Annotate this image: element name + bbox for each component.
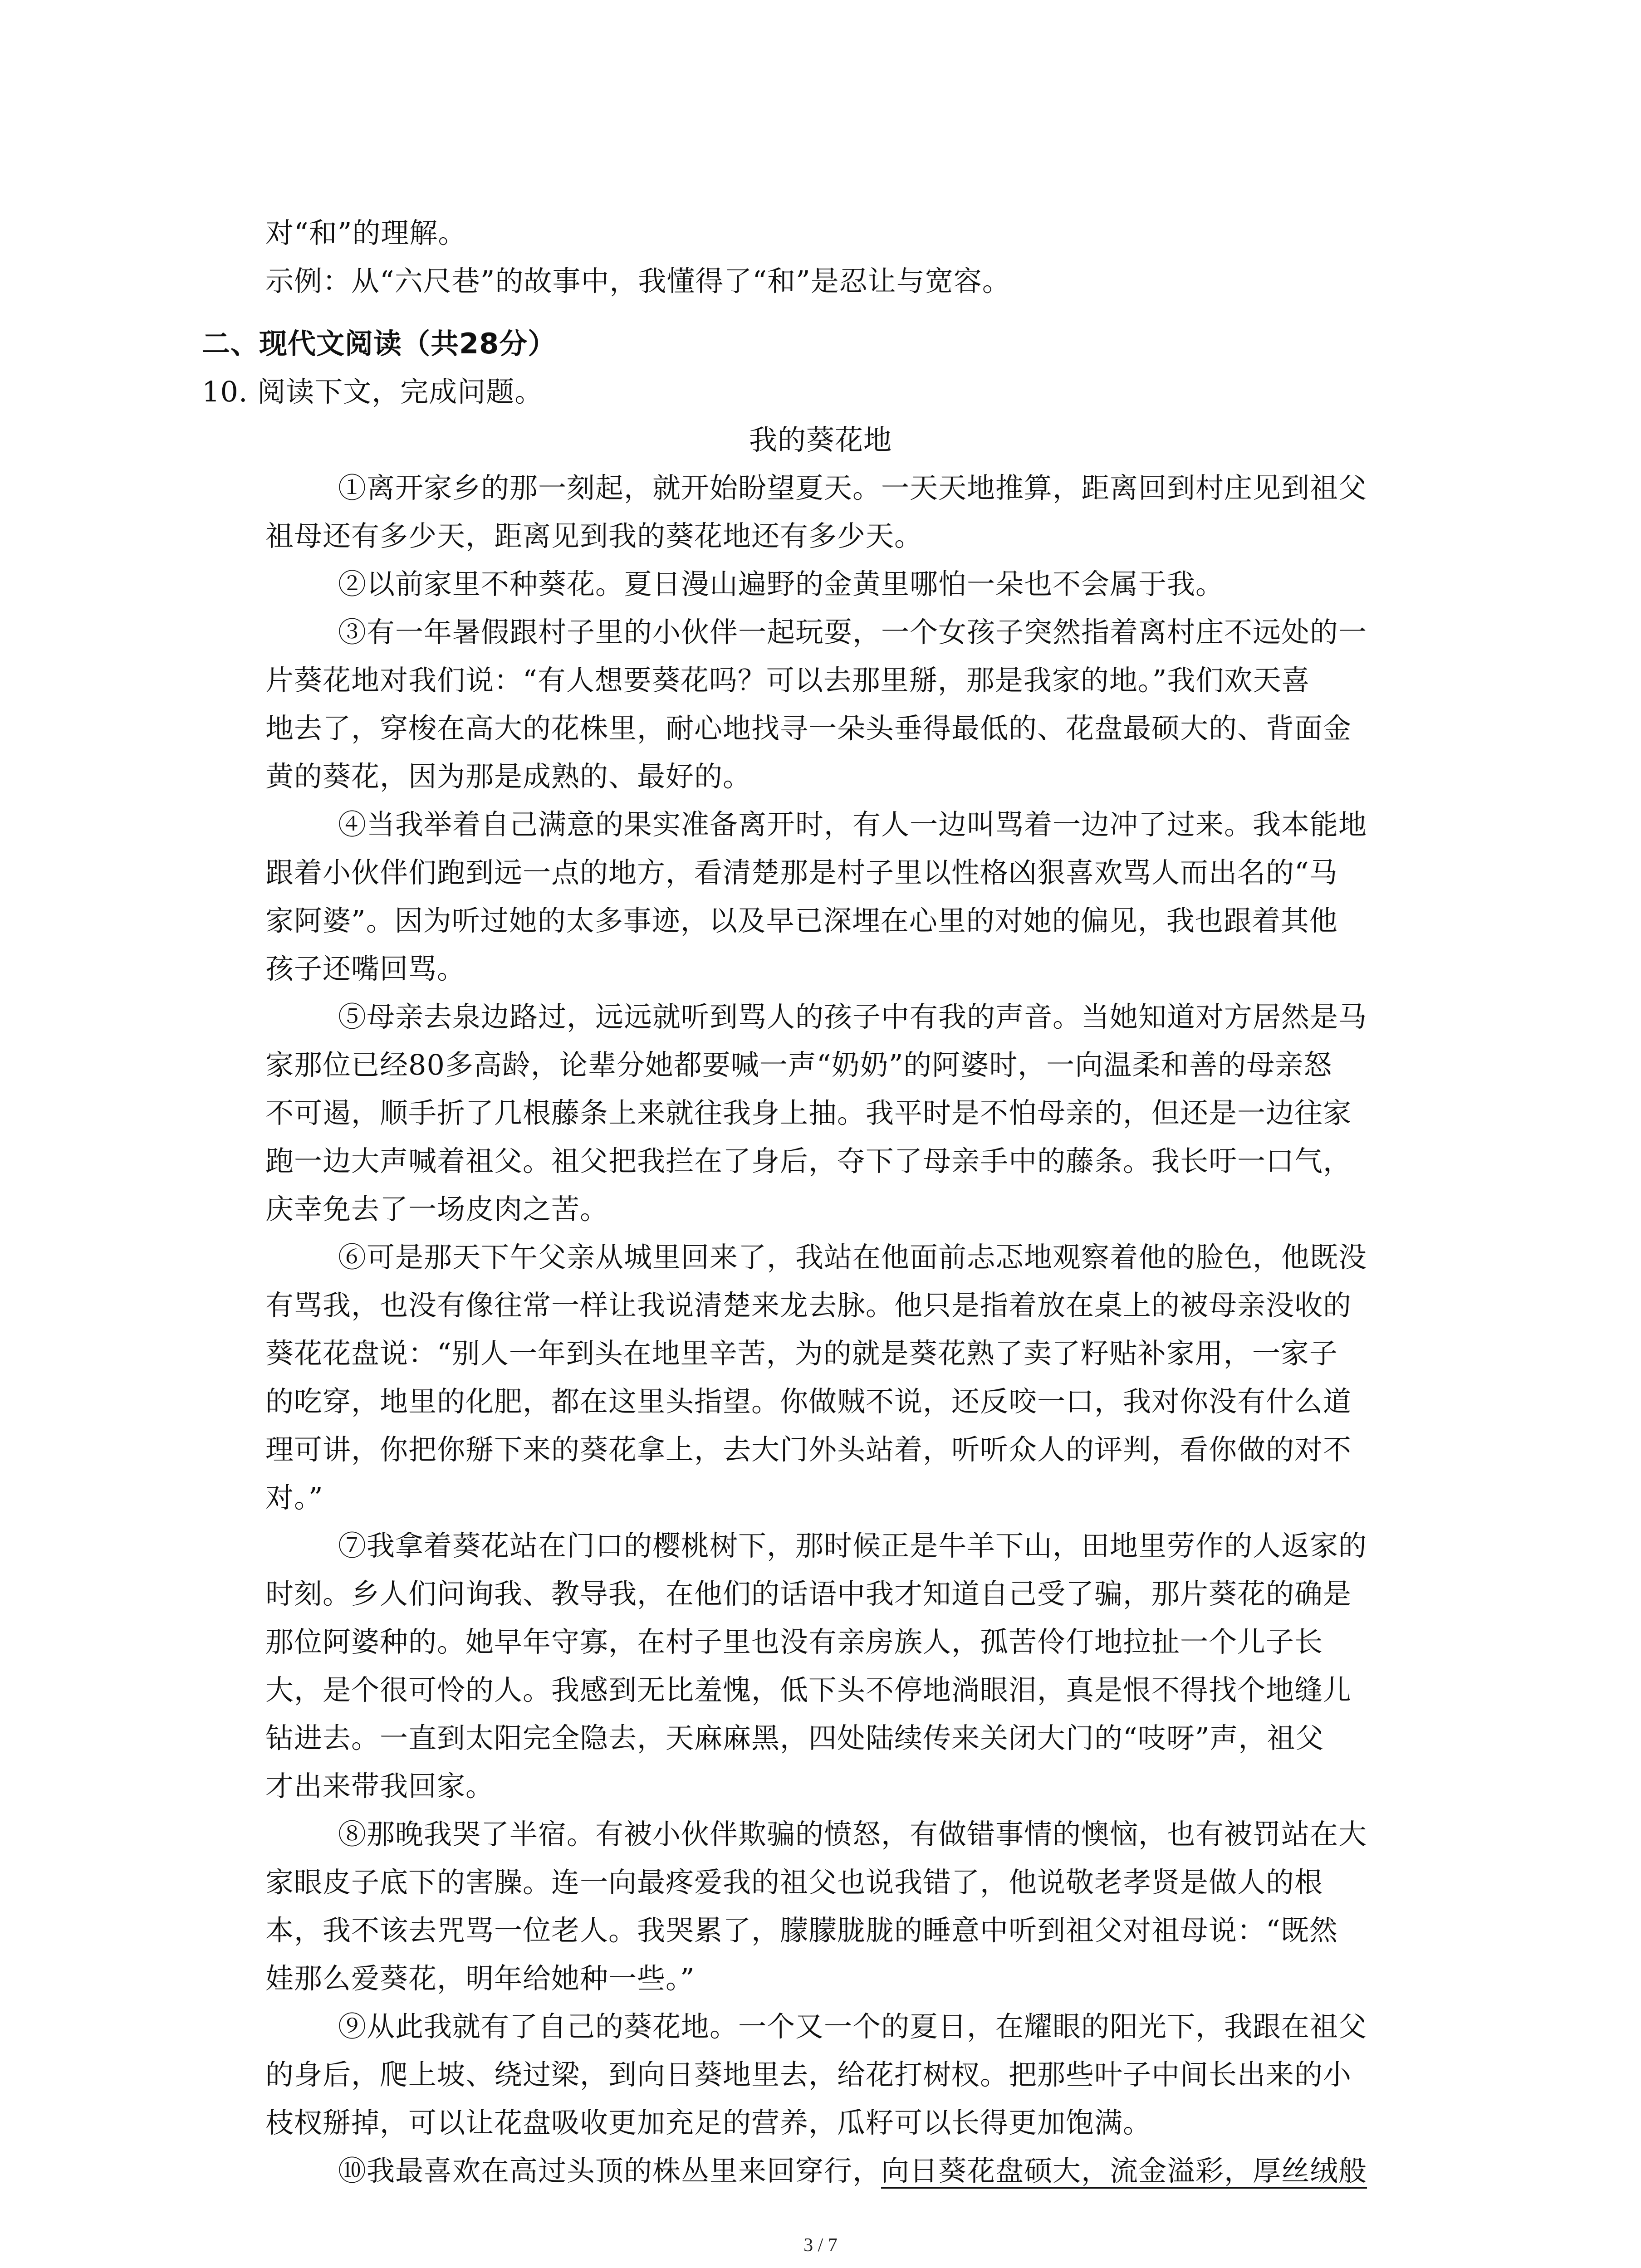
paragraph-1-line-2: 祖母还有多少天，距离见到我的葵花地还有多少天。 <box>265 519 923 552</box>
paragraph-2-line-1: ②以前家里不种葵花。夏日漫山遍野的金黄里哪怕一朵也不会属于我。 <box>338 567 1225 601</box>
paragraph-7-line-6: 才出来带我回家。 <box>265 1769 495 1803</box>
paragraph-9-line-1: ⑨从此我就有了自己的葵花地。一个又一个的夏日，在耀眼的阳光下，我跟在祖父 <box>338 2010 1367 2043</box>
paragraph-9-line-3: 枝杈掰掉，可以让花盘吸收更加充足的营养，瓜籽可以长得更加饱满。 <box>265 2106 1152 2139</box>
paragraph-7-line-4: 大，是个很可怜的人。我感到无比羞愧，低下头不停地淌眼泪，真是恨不得找个地缝儿 <box>265 1673 1352 1706</box>
paragraph-4-line-1: ④当我举着自己满意的果实准备离开时，有人一边叫骂着一边冲了过来。我本能地 <box>338 808 1367 841</box>
paragraph-4-line-3: 家阿婆”。因为听过她的太多事迹，以及早已深埋在心里的对她的偏见，我也跟着其他 <box>265 904 1338 937</box>
paragraph-10-text: ⑩我最喜欢在高过头顶的株丛里来回穿行， <box>338 2154 882 2187</box>
paragraph-3-line-4: 黄的葵花，因为那是成熟的、最好的。 <box>265 760 752 793</box>
paragraph-3-line-3: 地去了，穿梭在高大的花株里，耐心地找寻一朵头垂得最低的、花盘最硕大的、背面金 <box>265 712 1352 745</box>
paragraph-3-line-1: ③有一年暑假跟村子里的小伙伴一起玩耍，一个女孩子突然指着离村庄不远处的一 <box>338 616 1367 649</box>
question-prompt: 10. 阅读下文，完成问题。 <box>202 375 544 408</box>
paragraph-4-line-2: 跟着小伙伴们跑到远一点的地方，看清楚那是村子里以性格凶狠喜欢骂人而出名的“马 <box>265 856 1338 889</box>
paragraph-6-line-5: 理可讲，你把你掰下来的葵花拿上，去大门外头站着，听听众人的评判，看你做的对不 <box>265 1433 1352 1466</box>
paragraph-8-line-3: 本，我不该去咒骂一位老人。我哭累了，朦朦胧胧的睡意中听到祖父对祖母说：“既然 <box>265 1914 1338 1947</box>
paragraph-10-line-1 <box>338 2153 1367 2189</box>
paragraph-7-line-5: 钻进去。一直到太阳完全隐去，天麻麻黑，四处陆续传来关闭大门的“吱呀”声，祖父 <box>265 1721 1324 1755</box>
paragraph-5-line-3: 不可遏，顺手折了几根藤条上来就往我身上抽。我平时是不怕母亲的，但还是一边往家 <box>265 1096 1352 1129</box>
paragraph-8-line-4: 娃那么爱葵花，明年给她种一些。” <box>265 1962 695 1995</box>
paragraph-6-line-3: 葵花花盘说：“别人一年到头在地里辛苦，为的就是葵花熟了卖了籽贴补家用，一家子 <box>265 1337 1338 1370</box>
paragraph-3-line-2: 片葵花地对我们说：“有人想要葵花吗？可以去那里掰，那是我家的地。”我们欢天喜 <box>265 664 1310 697</box>
paragraph-5-line-5: 庆幸免去了一场皮肉之苦。 <box>265 1193 609 1226</box>
paragraph-6-line-6: 对。” <box>265 1481 323 1514</box>
article-title: 我的葵花地 <box>749 423 892 456</box>
section-heading: 二、现代文阅读（共28分） <box>202 327 557 360</box>
paragraph-8-line-1: ⑧那晚我哭了半宿。有被小伙伴欺骗的愤怒，有做错事情的懊恼，也有被罚站在大 <box>338 1818 1367 1851</box>
page-number: 3 / 7 <box>803 2235 838 2256</box>
paragraph-7-line-1: ⑦我拿着葵花站在门口的樱桃树下，那时候正是牛羊下山，田地里劳作的人返家的 <box>338 1529 1367 1562</box>
paragraph-5-line-1: ⑤母亲去泉边路过，远远就听到骂人的孩子中有我的声音。当她知道对方居然是马 <box>338 1000 1367 1033</box>
paragraph-4-line-4: 孩子还嘴回骂。 <box>265 952 466 985</box>
paragraph-1-line-1: ①离开家乡的那一刻起，就开始盼望夏天。一天天地推算，距离回到村庄见到祖父 <box>338 471 1367 504</box>
paragraph-7-line-3: 那位阿婆种的。她早年守寡，在村子里也没有亲房族人，孤苦伶仃地拉扯一个儿子长 <box>265 1625 1323 1658</box>
paragraph-6-line-4: 的吃穿，地里的化肥，都在这里头指望。你做贼不说，还反咬一口，我对你没有什么道 <box>265 1385 1352 1418</box>
paragraph-7-line-2: 时刻。乡人们问询我、教导我，在他们的话语中我才知道自己受了骗，那片葵花的确是 <box>265 1577 1352 1610</box>
intro-line-1: 对“和”的理解。 <box>265 216 467 249</box>
intro-example-line: 示例：从“六尺巷”的故事中，我懂得了“和”是忍让与宽容。 <box>265 264 1011 298</box>
paragraph-9-line-2: 的身后，爬上坡、绕过梁，到向日葵地里去，给花打树杈。把那些叶子中间长出来的小 <box>265 2058 1352 2091</box>
paragraph-5-line-4: 跑一边大声喊着祖父。祖父把我拦在了身后，夺下了母亲手中的藤条。我长吁一口气， <box>265 1144 1352 1178</box>
paragraph-6-line-2: 有骂我，也没有像往常一样让我说清楚来龙去脉。他只是指着放在桌上的被母亲没收的 <box>265 1289 1352 1322</box>
paragraph-6-line-1: ⑥可是那天下午父亲从城里回来了，我站在他面前忐忑地观察着他的脸色，他既没 <box>338 1241 1367 1274</box>
underlined-excerpt: 向日葵花盘硕大，流金溢彩，厚丝绒般 <box>881 2154 1367 2187</box>
paragraph-8-line-2: 家眼皮子底下的害臊。连一向最疼爱我的祖父也说我错了，他说敬老孝贤是做人的根 <box>265 1866 1323 1899</box>
paragraph-5-line-2: 家那位已经80多高龄，论辈分她都要喊一声“奶奶”的阿婆时，一向温柔和善的母亲怒 <box>265 1048 1332 1081</box>
